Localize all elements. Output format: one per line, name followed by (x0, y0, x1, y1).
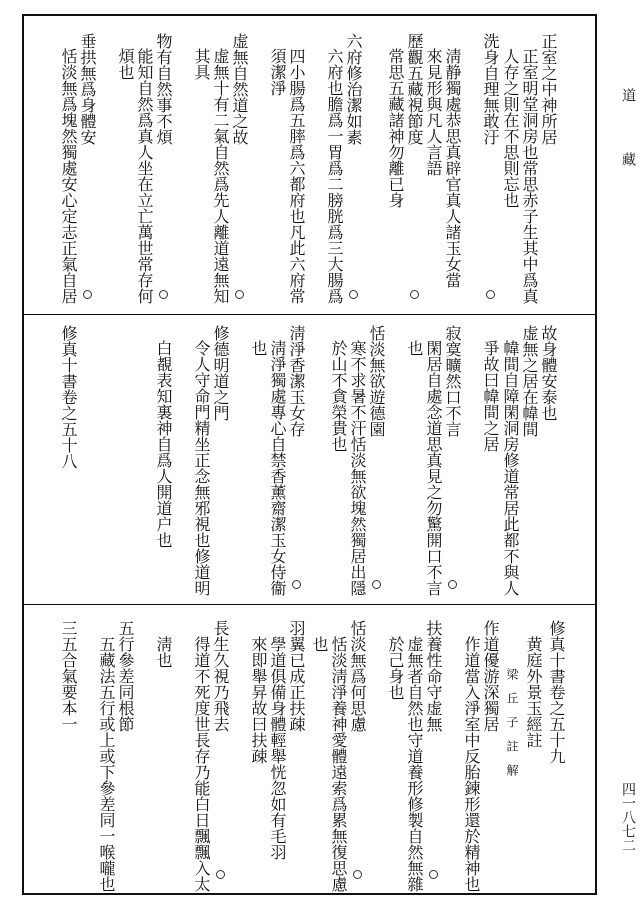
reading-mark (448, 580, 457, 589)
band1-line-03: 人存之則在不思則忘也 (501, 48, 520, 208)
band1-line-20: 恬淡無爲塊然獨處安心定志正氣自居 (59, 48, 78, 304)
band1-line-16: 物有自然事不煩 (154, 33, 173, 145)
band1-line-02: 正室明堂洞房也常思赤子生其中爲真 (520, 48, 539, 304)
band3-line-09: 恬淡無爲何思慮 (348, 620, 367, 732)
band3-line-10: 恬淡淸淨養神愛體遠索爲累無復思慮 (329, 636, 348, 892)
band3-line-07: 虚無者自然也守道養形修製自然無雜 (405, 636, 424, 892)
band3-line-04: 作道優游深獨居 (481, 620, 500, 732)
margin-title-middle: 藏 (620, 152, 636, 166)
reading-mark (235, 290, 244, 299)
band2-line-16: 白覩表知裏神自爲人開道户也 (154, 340, 173, 548)
band1-line-14: 虚無十有二氣自然爲先人離道遠無知 (211, 48, 230, 304)
band1-line-18: 煩也 (116, 48, 135, 80)
reading-mark (349, 290, 358, 299)
band1-line-09: 六府修治潔如素 (344, 33, 363, 145)
band2-line-04: 爭故曰幃間之居 (481, 340, 500, 452)
band1-line-07: 歷觀五藏視節度 (405, 33, 424, 145)
band2-line-15: 令人守命門精坐正念無邪視也修道明 (192, 340, 211, 596)
band1-line-04: 洗身自理無敢汙 (481, 33, 500, 145)
reading-mark (216, 870, 225, 879)
band2-line-07: 也 (405, 340, 424, 356)
reading-mark (429, 870, 438, 879)
band2-line-02: 虚無之居在幃間 (520, 325, 539, 437)
band3-line-19: 五藏法五行或上或下參差同一喉嚨也 (97, 636, 116, 892)
reading-mark (353, 870, 362, 879)
band1-line-13: 虚無自然道之故 (230, 33, 249, 145)
margin-page-number: 四一八七二 (620, 782, 636, 852)
band3-line-06: 扶養性命守虚無 (424, 620, 443, 732)
band3-line-14: 來即舉昇故曰扶疎 (249, 636, 268, 764)
band2-line-14: 修德明道之門 (211, 325, 230, 421)
band1-line-17: 能知自然爲真人坐在立亡萬世常存何 (135, 48, 154, 304)
band2-line-10: 於山不貪榮貴也 (329, 340, 348, 452)
band3-line-03: 梁 丘 子 註 解 (505, 668, 519, 776)
band1-line-11: 四小腸爲五膟爲六都府也凡此六府常 (287, 48, 306, 304)
band3-line-18: 五行參差同根節 (116, 620, 135, 732)
band1-line-01: 正室之中神所居 (539, 33, 558, 145)
band3-line-17: 淸也 (154, 636, 173, 668)
band2-line-03: 幃間自障閑洞房修道常居此都不與人 (501, 340, 520, 596)
band3-line-08: 於己身也 (386, 636, 405, 700)
band3-line-20: 三五合氣要本一 (59, 620, 78, 732)
band2-line-01: 故身體安泰也 (539, 325, 558, 421)
band3-line-16: 得道不死度世長存乃能白日飄飄入太 (192, 636, 211, 892)
band2-line-09: 寒不求暑不汗恬淡無欲塊然獨居出隱 (348, 340, 367, 596)
band1-line-06: 來見形與凡人言語 (424, 48, 443, 176)
reading-mark (83, 290, 92, 299)
band1-line-12: 須潔淨 (268, 48, 287, 96)
band1-line-05: 淸静獨處恭思真辟官真人諸玉女當 (443, 48, 462, 288)
band3-line-05: 作道當入淨室中反胎鍊形還於精神也 (462, 636, 481, 892)
band2-line-05: 寂寞曠然口不言 (443, 325, 462, 437)
reading-mark (159, 290, 168, 299)
reading-mark (372, 580, 381, 589)
band2-line-13: 也 (249, 340, 268, 356)
band2-line-12: 淸淨獨處專心自禁香薰齋潔玉女侍衞 (268, 340, 287, 596)
reading-mark (486, 290, 495, 299)
band2-line-17: 修真十書卷之五十八 (59, 325, 78, 469)
band3-line-13: 學道俱備身體輕舉恍忽如有毛羽 (268, 636, 287, 860)
band3-line-02: 黄庭外景玉經註 (524, 636, 543, 748)
margin-title-top: 道 (620, 88, 636, 102)
band1-line-19: 垂拱無爲身體安 (78, 33, 97, 145)
band3-line-01: 修真十書卷之五十九 (547, 620, 566, 764)
band-divider-upper (22, 314, 597, 315)
band2-line-08: 恬淡無欲遊德園 (367, 325, 386, 437)
band3-line-15: 長生久視乃飛去 (211, 620, 230, 732)
band-divider-lower (22, 604, 597, 605)
band3-line-12: 羽翼已成正扶疎 (287, 620, 306, 732)
band3-line-11: 也 (310, 636, 329, 652)
reading-mark (410, 290, 419, 299)
band2-line-06: 閑居自處念道思真見之勿驚開口不言 (424, 340, 443, 596)
band1-line-08: 常思五藏諸神勿離已身 (386, 48, 405, 208)
band2-line-11: 淸淨香潔玉女存 (287, 325, 306, 437)
reading-mark (292, 580, 301, 589)
band1-line-15: 其具 (192, 48, 211, 80)
band1-line-10: 六府也膽爲一胃爲二膀胱爲三大腸爲 (325, 48, 344, 304)
